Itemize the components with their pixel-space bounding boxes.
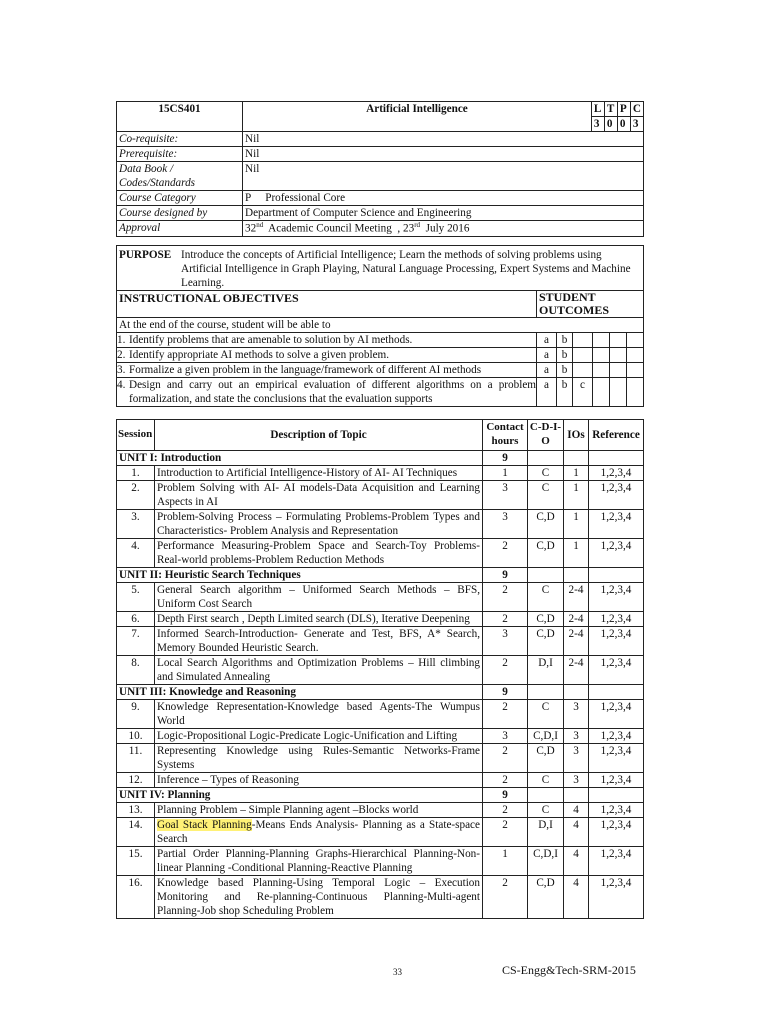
objective-num: 2. [117,349,126,362]
ios-value: 4 [564,875,589,918]
approval-number: 32 [245,222,257,235]
topic-text: Performance Measuring-Problem Space and Search-Toy Problems- Real-world problems-Problem Reduction Methods [157,539,480,566]
highlighted-text: Goal Stack Planning [157,818,252,831]
topic-row [117,728,644,743]
ltpc-label-t: T [604,102,617,117]
topic-text: Problem-Solving Process – Formulating Problems-Problem Types and Characteristics- Problem Analysis and Representation [157,510,480,537]
outcome-cell: a [537,363,557,378]
reference-value: 1,2,3,4 [589,480,644,509]
cdio-value: C [528,582,564,611]
topic-description [155,772,483,787]
reference-value: 1,2,3,4 [589,772,644,787]
outcome-cell [573,348,593,363]
course-category-prefix: P [245,192,252,204]
session-number: 16. [117,875,155,918]
topic-row [117,582,644,611]
ltpc-value-t: 0 [604,117,617,132]
session-number: 7. [117,626,155,655]
purpose-text: Introduce the concepts of Artificial Intelligence; Learn the methods of solving problems using Artificial Intelligence in Graph Playing, Natural Language Processing, Expert Systems and Machine Learning. [179,246,644,291]
contact-hours: 3 [483,626,528,655]
reference-value: 1,2,3,4 [589,538,644,567]
ltpc-label-c: C [630,102,643,117]
outcome-cell: a [537,348,557,363]
ios-value: 2-4 [564,611,589,626]
course-designed-label: Course designed by [117,206,243,221]
cdio-value: C,D,I [528,846,564,875]
outcome-cell: c [573,378,593,407]
topic-text: Partial Order Planning-Planning Graphs-Hierarchical Planning-Non- linear Planning -Conditional Planning-Reactive Planning [157,847,480,874]
session-number: 13. [117,802,155,817]
unit-row [117,787,644,802]
reference-value: 1,2,3,4 [589,699,644,728]
col-ios: IOs [564,420,589,451]
data-book-label: Data Book / Codes/Standards [117,162,243,191]
contact-hours: 3 [483,728,528,743]
objective-row [117,363,644,378]
topic-text: Depth First search , Depth Limited search (DLS), Iterative Deepening [157,612,470,625]
col-reference: Reference [589,420,644,451]
ios-value: 3 [564,699,589,728]
topic-description [155,465,483,480]
contact-hours: 1 [483,846,528,875]
approval-date: July 2016 [420,222,470,235]
outcome-cell [573,363,593,378]
outcome-cell: b [557,378,573,407]
topic-row [117,846,644,875]
contact-hours: 2 [483,743,528,772]
reference-value: 1,2,3,4 [589,626,644,655]
reference-value: 1,2,3,4 [589,465,644,480]
contact-hours: 2 [483,875,528,918]
col-session: Session [117,420,155,451]
session-number: 5. [117,582,155,611]
topic-text: General Search algorithm – Uniformed Search Methods – BFS, Uniform Cost Search [157,583,480,610]
cdio-value: C,D [528,538,564,567]
topic-description [155,611,483,626]
objectives-label: INSTRUCTIONAL OBJECTIVES [117,291,537,318]
prerequisite-label: Prerequisite: [117,147,243,162]
session-number: 4. [117,538,155,567]
ltpc-value-l: 3 [591,117,604,132]
page-number: 33 [393,967,402,977]
session-number: 11. [117,743,155,772]
approval-sup-b: rd [414,221,421,229]
topic-text: Representing Knowledge using Rules-Semantic Networks-Frame Systems [157,744,480,771]
topic-description [155,582,483,611]
session-number: 15. [117,846,155,875]
ltpc-value-p: 0 [617,117,630,132]
topic-text: Local Search Algorithms and Optimization Problems – Hill climbing and Simulated Annealing [157,656,480,683]
objective-text: Design and carry out an empirical evaluation of different algorithms on a problem formalization, and state the conclusions that the evaluation supports [129,379,536,406]
outcome-cell: b [557,348,573,363]
unit-hours: 9 [483,450,528,465]
cdio-value: C [528,802,564,817]
objective-row [117,333,644,348]
unit-title: UNIT II: Heuristic Search Techniques [117,567,483,582]
approval-meeting: Academic Council Meeting , 23 [263,222,415,235]
topic-row [117,772,644,787]
topic-row [117,509,644,538]
ios-value: 1 [564,465,589,480]
unit-title: UNIT I: Introduction [117,450,483,465]
cdio-value: C [528,699,564,728]
reference-value: 1,2,3,4 [589,802,644,817]
outcome-cell: a [537,378,557,407]
topic-row [117,699,644,728]
outcome-cell [573,333,593,348]
topic-row [117,538,644,567]
session-number: 8. [117,655,155,684]
contact-hours: 2 [483,611,528,626]
unit-hours: 9 [483,787,528,802]
ltpc-label-l: L [591,102,604,117]
topic-text: -Means Ends Analysis- Planning as a State-space Search [157,818,480,845]
approval-label: Approval [117,221,243,237]
contact-hours: 1 [483,465,528,480]
ios-value: 4 [564,846,589,875]
session-number: 3. [117,509,155,538]
topic-row [117,875,644,918]
ios-value: 2-4 [564,626,589,655]
topic-text: Knowledge Representation-Knowledge based Agents-The Wumpus World [157,700,480,727]
cdio-value: C [528,772,564,787]
col-description: Description of Topic [155,420,483,451]
objective-row [117,378,644,407]
objective-num: 1. [117,334,126,347]
objective-row [117,348,644,363]
unit-title: UNIT III: Knowledge and Reasoning [117,684,483,699]
topics-body [117,450,644,918]
session-number: 2. [117,480,155,509]
reference-value: 1,2,3,4 [589,509,644,538]
corequisite-value: Nil [243,132,644,147]
ios-value: 1 [564,480,589,509]
topic-text: Inference – Types of Reasoning [157,773,299,786]
reference-value: 1,2,3,4 [589,728,644,743]
ios-value: 2-4 [564,655,589,684]
topic-row [117,465,644,480]
unit-row [117,567,644,582]
cdio-value: C,D [528,626,564,655]
outcome-cell: a [537,333,557,348]
topic-text: Introduction to Artificial Intelligence-History of AI- AI Techniques [157,466,458,479]
approval-value [243,221,644,237]
cdio-value: C,D [528,509,564,538]
topic-description [155,699,483,728]
topic-description [155,655,483,684]
objective-num: 4. [117,379,126,392]
contact-hours: 2 [483,699,528,728]
topic-row [117,611,644,626]
topic-text: Problem Solving with AI- AI models-Data Acquisition and Learning Aspects in AI [157,481,480,508]
topic-description [155,743,483,772]
contact-hours: 2 [483,802,528,817]
objective-text: Identify appropriate AI methods to solve a given problem. [129,349,390,362]
prerequisite-value: Nil [243,147,644,162]
cdio-value: C,D [528,611,564,626]
contact-hours: 2 [483,582,528,611]
reference-value: 1,2,3,4 [589,655,644,684]
contact-hours: 3 [483,480,528,509]
cdio-value: C [528,465,564,480]
cdio-value: C,D [528,875,564,918]
ltpc-label-p: P [617,102,630,117]
ios-value: 4 [564,817,589,846]
objective-num: 3. [117,364,126,377]
unit-hours: 9 [483,567,528,582]
topic-description [155,538,483,567]
ios-value: 3 [564,743,589,772]
data-book-value: Nil [243,162,644,191]
reference-value: 1,2,3,4 [589,743,644,772]
topic-row [117,817,644,846]
corequisite-label: Co-requisite: [117,132,243,147]
topic-row [117,626,644,655]
purpose-objectives-table [116,245,644,407]
topic-row [117,480,644,509]
unit-title: UNIT IV: Planning [117,787,483,802]
topic-description [155,626,483,655]
contact-hours: 2 [483,817,528,846]
cdio-value: C,D [528,743,564,772]
unit-row [117,684,644,699]
topic-description [155,875,483,918]
ios-value: 4 [564,802,589,817]
approval-sup-a: nd [256,221,264,229]
course-code: 15CS401 [117,102,243,132]
topic-description [155,728,483,743]
topic-description [155,509,483,538]
outcome-cell: b [557,363,573,378]
topic-description [155,817,483,846]
purpose-label: PURPOSE [117,246,180,291]
course-title: Artificial Intelligence [243,102,592,132]
contact-hours: 2 [483,772,528,787]
contact-hours: 2 [483,655,528,684]
unit-row [117,450,644,465]
ios-value: 3 [564,772,589,787]
topic-row [117,802,644,817]
session-number: 12. [117,772,155,787]
objective-text: Formalize a given problem in the language/framework of different AI methods [129,364,482,377]
ios-value: 2-4 [564,582,589,611]
session-number: 14. [117,817,155,846]
course-designed-value: Department of Computer Science and Engineering [243,206,644,221]
topic-description [155,846,483,875]
session-number: 9. [117,699,155,728]
footer-text: CS-Engg&Tech-SRM-2015 [502,963,636,977]
ios-value: 1 [564,509,589,538]
course-category-value [243,191,644,206]
topic-text: Planning Problem – Simple Planning agent –Blocks world [157,803,419,816]
topic-row [117,655,644,684]
reference-value: 1,2,3,4 [589,846,644,875]
session-number: 1. [117,465,155,480]
ios-value: 1 [564,538,589,567]
session-number: 6. [117,611,155,626]
cdio-value: C [528,480,564,509]
course-category-text: Professional Core [265,192,346,204]
col-cdio: C-D-I-O [528,420,564,451]
reference-value: 1,2,3,4 [589,817,644,846]
course-header-table [116,101,644,237]
topic-row [117,743,644,772]
col-contact-hours: Contact hours [483,420,528,451]
reference-value: 1,2,3,4 [589,875,644,918]
cdio-value: D,I [528,817,564,846]
cdio-value: D,I [528,655,564,684]
session-number: 10. [117,728,155,743]
objective-text: Identify problems that are amenable to solution by AI methods. [129,334,413,347]
reference-value: 1,2,3,4 [589,582,644,611]
objectives-intro: At the end of the course, student will be able to [117,318,644,333]
topic-text: Informed Search-Introduction- Generate and Test, BFS, A* Search, Memory Bounded Heuristic Search. [157,627,480,654]
cdio-value: C,D,I [528,728,564,743]
topic-description [155,802,483,817]
topic-text: Knowledge based Planning-Using Temporal Logic – Execution Monitoring and Re-planning-Continuous Planning-Multi-agent Planning-Job shop Scheduling Problem [157,876,480,917]
ios-value: 3 [564,728,589,743]
outcome-cell: b [557,333,573,348]
outcomes-label: STUDENT OUTCOMES [537,291,644,318]
topics-table [116,419,644,919]
reference-value: 1,2,3,4 [589,611,644,626]
contact-hours: 3 [483,509,528,538]
topic-description [155,480,483,509]
course-category-label: Course Category [117,191,243,206]
contact-hours: 2 [483,538,528,567]
topic-text: Logic-Propositional Logic-Predicate Logic-Unification and Lifting [157,729,458,742]
unit-hours: 9 [483,684,528,699]
ltpc-value-c: 3 [630,117,643,132]
